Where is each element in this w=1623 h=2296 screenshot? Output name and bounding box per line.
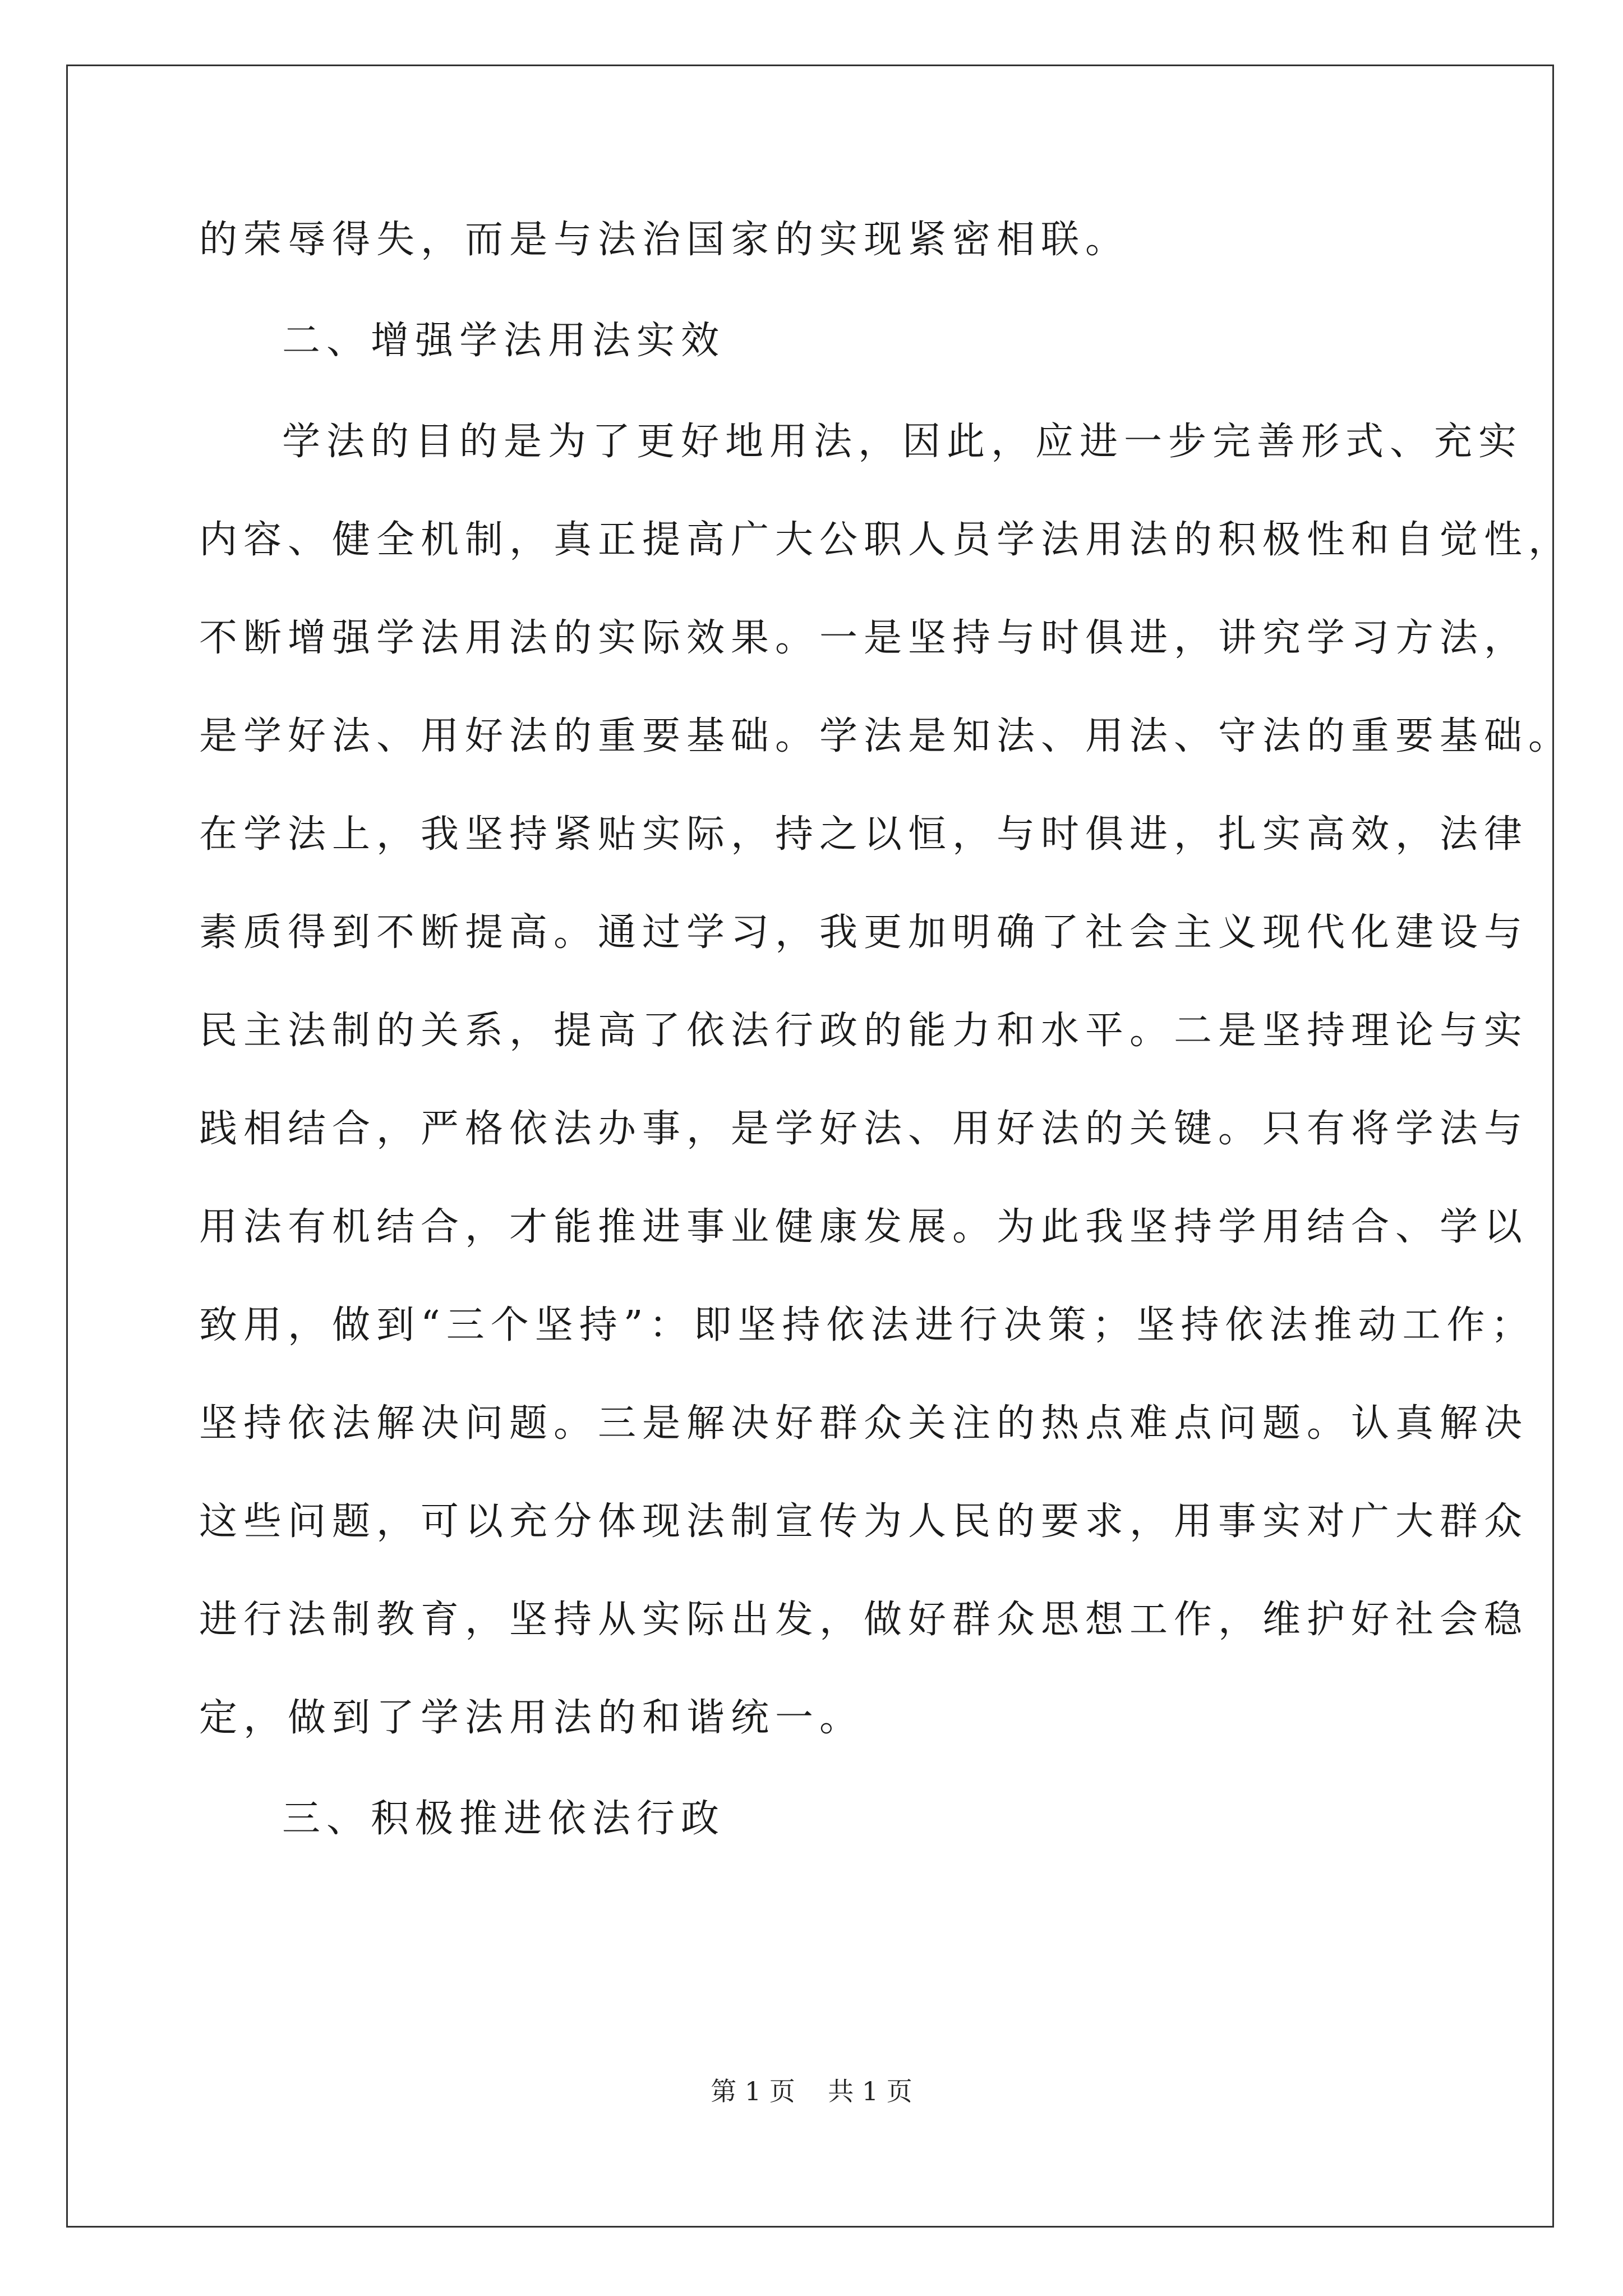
text-line: 践相结合，严格依法办事，是学好法、用好法的关键。只有将学法与	[199, 1107, 1529, 1151]
section-heading: 三、积极推进依法行政	[282, 1797, 726, 1841]
page-number-footer: 第 1 页 共 1 页	[711, 2076, 912, 2106]
text-line: 是学好法、用好法的重要基础。学法是知法、用法、守法的重要基础。	[199, 714, 1573, 758]
text-line: 致用，做到“三个坚持”：即坚持依法进行决策；坚持依法推动工作；	[199, 1303, 1536, 1347]
text-line: 定，做到了学法用法的和谐统一。	[199, 1696, 864, 1740]
text-line: 在学法上，我坚持紧贴实际，持之以恒，与时俱进，扎实高效，法律	[199, 812, 1529, 857]
text-line: 坚持依法解决问题。三是解决好群众关注的热点难点问题。认真解决	[199, 1401, 1529, 1446]
text-line: 民主法制的关系，提高了依法行政的能力和水平。二是坚持理论与实	[199, 1009, 1529, 1053]
text-line: 不断增强学法用法的实际效果。一是坚持与时俱进，讲究学习方法，	[199, 616, 1529, 660]
text-line: 进行法制教育，坚持从实际出发，做好群众思想工作，维护好社会稳	[199, 1598, 1529, 1642]
text-line: 用法有机结合，才能推进事业健康发展。为此我坚持学用结合、学以	[199, 1205, 1529, 1249]
text-line: 学法的目的是为了更好地用法，因此，应进一步完善形式、充实	[282, 420, 1523, 464]
section-heading: 二、增强学法用法实效	[282, 319, 726, 363]
text-line: 这些问题，可以充分体现法制宣传为人民的要求，用事实对广大群众	[199, 1499, 1529, 1544]
text-line: 内容、健全机制，真正提高广大公职人员学法用法的积极性和自觉性，	[199, 518, 1573, 562]
text-line: 素质得到不断提高。通过学习，我更加明确了社会主义现代化建设与	[199, 910, 1529, 955]
text-line: 的荣辱得失，而是与法治国家的实现紧密相联。	[199, 218, 1130, 262]
